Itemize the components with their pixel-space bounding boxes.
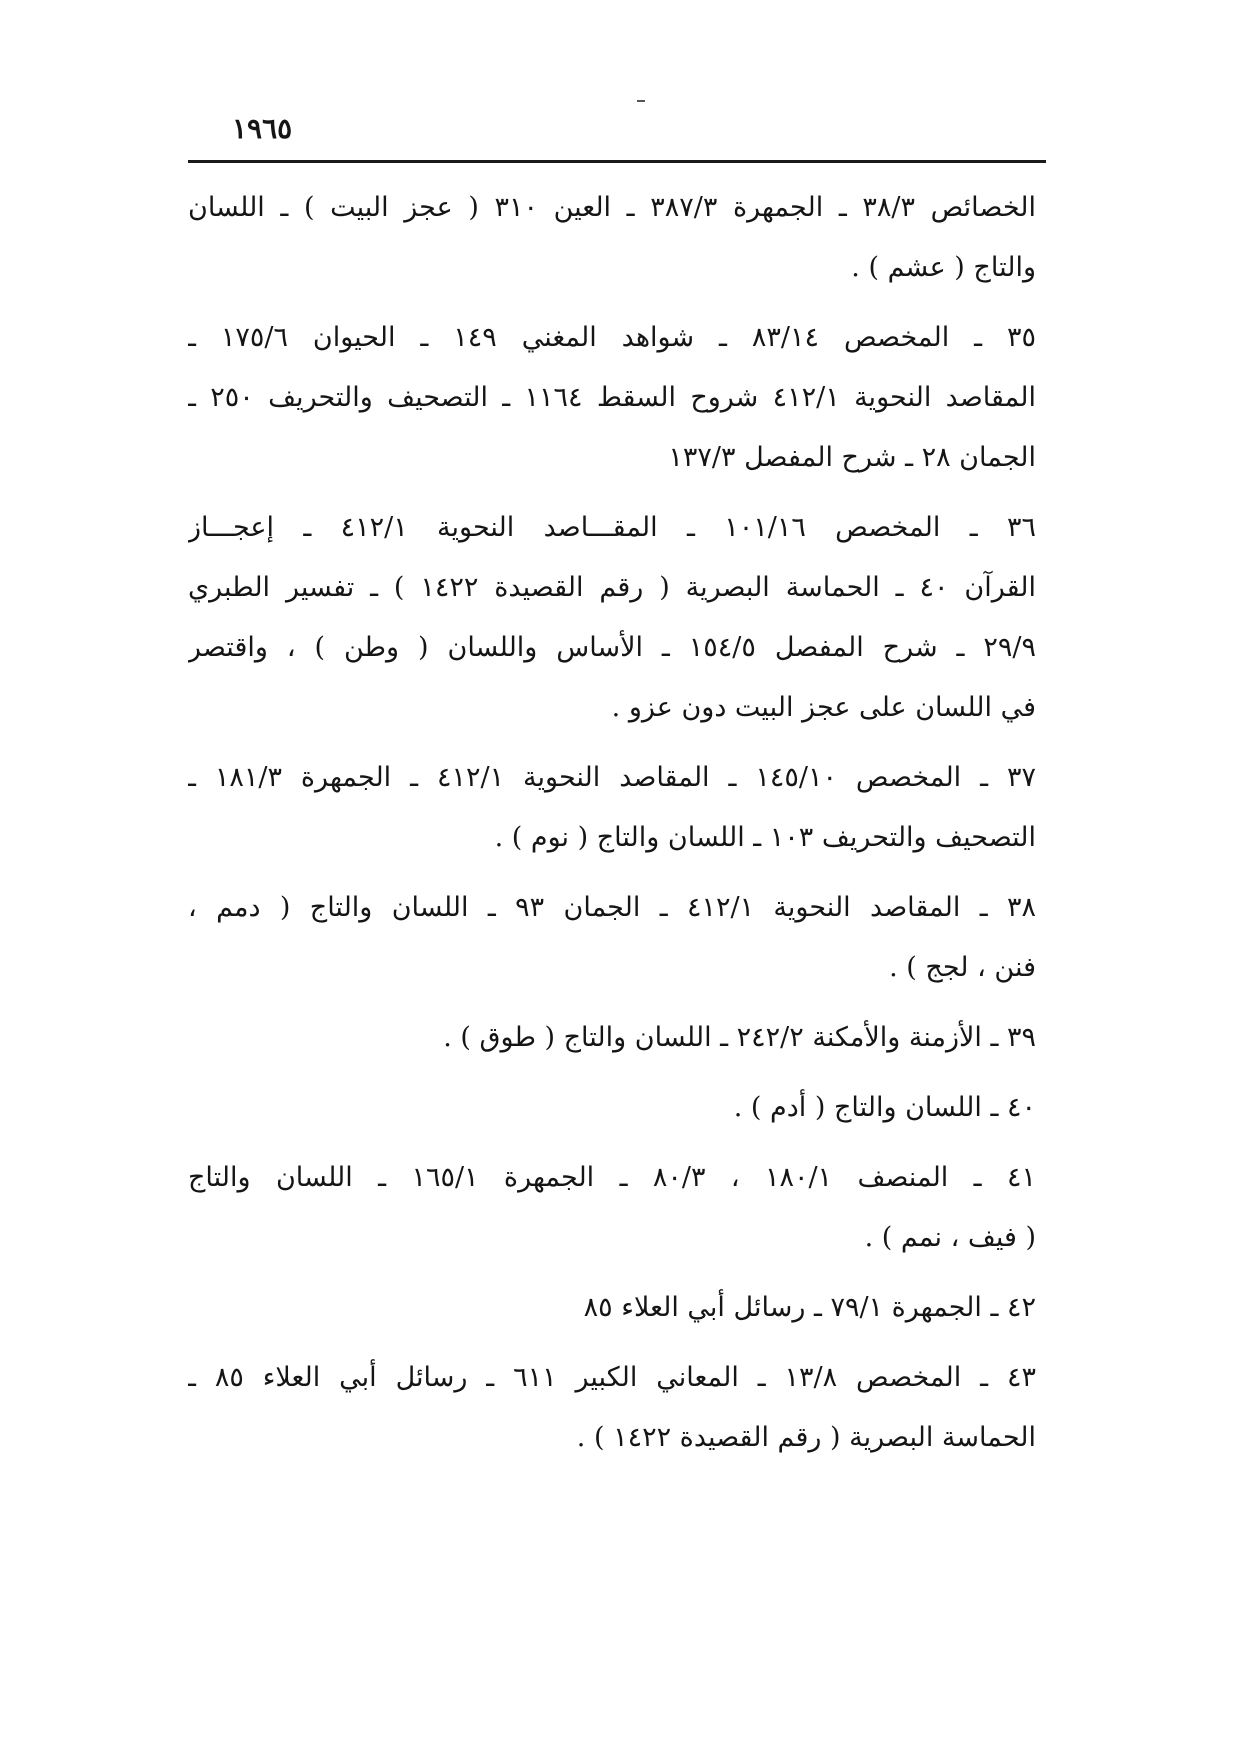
entry-line: ٢٩/٩ ـ شرح المفصل ١٥٤/٥ ـ الأساس واللسان ( وطن ) ، واقتصر — [188, 632, 1036, 663]
entry-line: المقاصد النحوية ٤١٢/١ شروح السقط ١١٦٤ ـ التصحيف والتحريف ٢٥٠ ـ — [188, 382, 1036, 413]
entry-line: ٤٢ ـ الجمهرة ٧٩/١ ـ رسائل أبي العلاء ٨٥ — [583, 1292, 1036, 1323]
entry-line: في اللسان على عجز البيت دون عزو . — [611, 692, 1036, 723]
entry-continuation — [188, 178, 1036, 298]
entry-line: القرآن ٤٠ ـ الحماسة البصرية ( رقم القصيدة ١٤٢٢ ) ـ تفسير الطبري — [188, 572, 1036, 603]
entry-41 — [188, 1148, 1036, 1268]
entry-43 — [188, 1348, 1036, 1468]
scan-mark — [637, 100, 645, 102]
entry-36 — [188, 498, 1036, 738]
entry-line: ٣٦ ـ المخصص ١٠١/١٦ ـ المقـــاصد النحوية ٤١٢/١ ـ إعجـــاز — [188, 512, 1036, 543]
entry-line: ٣٥ ـ المخصص ٨٣/١٤ ـ شواهد المغني ١٤٩ ـ الحيوان ١٧٥/٦ ـ — [188, 322, 1036, 353]
entry-line: الجمان ٢٨ ـ شرح المفصل ١٣٧/٣ — [668, 442, 1036, 473]
entry-line: فنن ، لجج ) . — [889, 952, 1036, 983]
entry-line: ٣٨ ـ المقاصد النحوية ٤١٢/١ ـ الجمان ٩٣ ـ اللسان والتاج ( دمم ، — [188, 892, 1036, 923]
entry-line: الحماسة البصرية ( رقم القصيدة ١٤٢٢ ) . — [576, 1422, 1036, 1453]
entry-line: الخصائص ٣٨/٣ ـ الجمهرة ٣٨٧/٣ ـ العين ٣١٠ ( عجز البيت ) ـ اللسان — [188, 192, 1036, 223]
footnotes-body — [188, 178, 1036, 1468]
entry-line: ٣٧ ـ المخصص ١٤٥/١٠ ـ المقاصد النحوية ٤١٢/١ ـ الجمهرة ١٨١/٣ ـ — [188, 762, 1036, 793]
entry-line: ( فيف ، نمم ) . — [864, 1222, 1036, 1253]
entry-35 — [188, 308, 1036, 488]
entry-line: ٤٣ ـ المخصص ١٣/٨ ـ المعاني الكبير ٦١١ ـ رسائل أبي العلاء ٨٥ ـ — [188, 1362, 1036, 1393]
entry-line: التصحيف والتحريف ١٠٣ ـ اللسان والتاج ( نوم ) . — [494, 822, 1036, 853]
entry-line: ٤٠ ـ اللسان والتاج ( أدم ) . — [733, 1092, 1036, 1123]
entry-37 — [188, 748, 1036, 868]
entry-42 — [188, 1278, 1036, 1338]
page-number: ١٩٦٥ — [232, 112, 293, 145]
entry-40 — [188, 1078, 1036, 1138]
entry-line: ٣٩ ـ الأزمنة والأمكنة ٢٤٢/٢ ـ اللسان والتاج ( طوق ) . — [443, 1022, 1036, 1053]
entry-line: ٤١ ـ المنصف ١٨٠/١ ، ٨٠/٣ ـ الجمهرة ١٦٥/١ ـ اللسان والتاج — [188, 1162, 1036, 1193]
header-rule — [188, 160, 1046, 163]
entry-line: والتاج ( عشم ) . — [851, 252, 1036, 283]
entry-39 — [188, 1008, 1036, 1068]
entry-38 — [188, 878, 1036, 998]
